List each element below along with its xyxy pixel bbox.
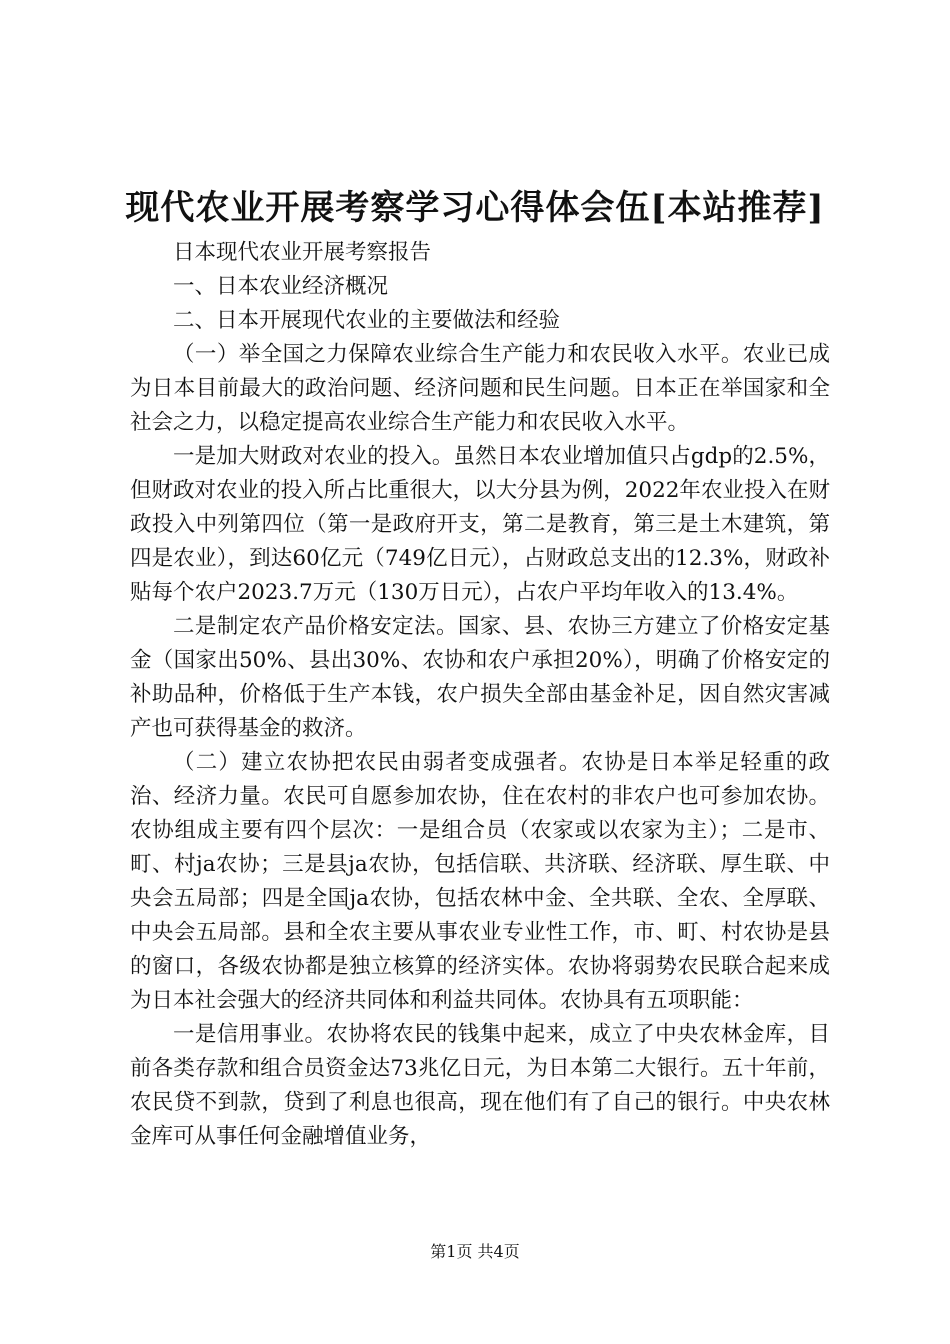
paragraph-3: 二是制定农产品价格安定法。国家、县、农协三方建立了价格安定基金（国家出50%、县出30%、农协和农户承担20%），明确了价格安定的补助品种，价格低于生产本钱，农户损失全部由基金补足，因自然灾害减产也可获得基金的救济。 xyxy=(130,614,830,741)
paragraph-4: （二）建立农协把农民由弱者变成强者。农协是日本举足轻重的政治、经济力量。农民可自愿参加农协，住在农村的非农户也可参加农协。农协组成主要有四个层次：一是组合员（农家或以农家为主）；二是市、町、村ja农协；三是县ja农协，包括信联、共济联、经济联、厚生联、中央会五局部；四是全国ja农协，包括农林中金、全共联、全农、全厚联、中央会五局部。县和全农主要从事农业专业性工作，市、町、村农协是县的窗口，各级农协都是独立核算的经济实体。农协将弱势农民联合起来成为日本社会强大的经济共同体和利益共同体。农协具有五项职能： xyxy=(130,750,830,1013)
section-heading-2: 二、日本开展现代农业的主要做法和经验 xyxy=(173,308,561,333)
paragraph-2: 一是加大财政对农业的投入。虽然日本农业增加值只占gdp的2.5%，但财政对农业的投入所占比重很大，以大分县为例，2022年农业投入在财政投入中列第四位（第一是政府开支，第二是教育，第三是土木建筑，第四是农业），到达60亿元（749亿日元），占财政总支出的12.3%，财政补贴每个农户2023.7万元（130万日元），占农户平均年收入的13.4%。 xyxy=(130,444,830,605)
page-footer: 第1页 共4页 xyxy=(430,1242,520,1261)
paragraph-1: （一）举全国之力保障农业综合生产能力和农民收入水平。农业已成为日本目前最大的政治问题、经济问题和民生问题。日本正在举国家和全社会之力，以稳定提高农业综合生产能力和农民收入水平。 xyxy=(130,342,830,435)
paragraph-5: 一是信用事业。农协将农民的钱集中起来，成立了中央农林金库，目前各类存款和组合员资金达73兆亿日元，为日本第二大银行。五十年前，农民贷不到款，贷到了利息也很高，现在他们有了自己的银行。中央农林金库可从事任何金融增值业务， xyxy=(130,1022,830,1149)
section-heading-1: 一、日本农业经济概况 xyxy=(173,274,389,299)
document-title: 现代农业开展考察学习心得体会伍[本站推荐] xyxy=(125,188,825,228)
report-heading: 日本现代农业开展考察报告 xyxy=(173,240,432,265)
document-body xyxy=(130,236,830,1154)
